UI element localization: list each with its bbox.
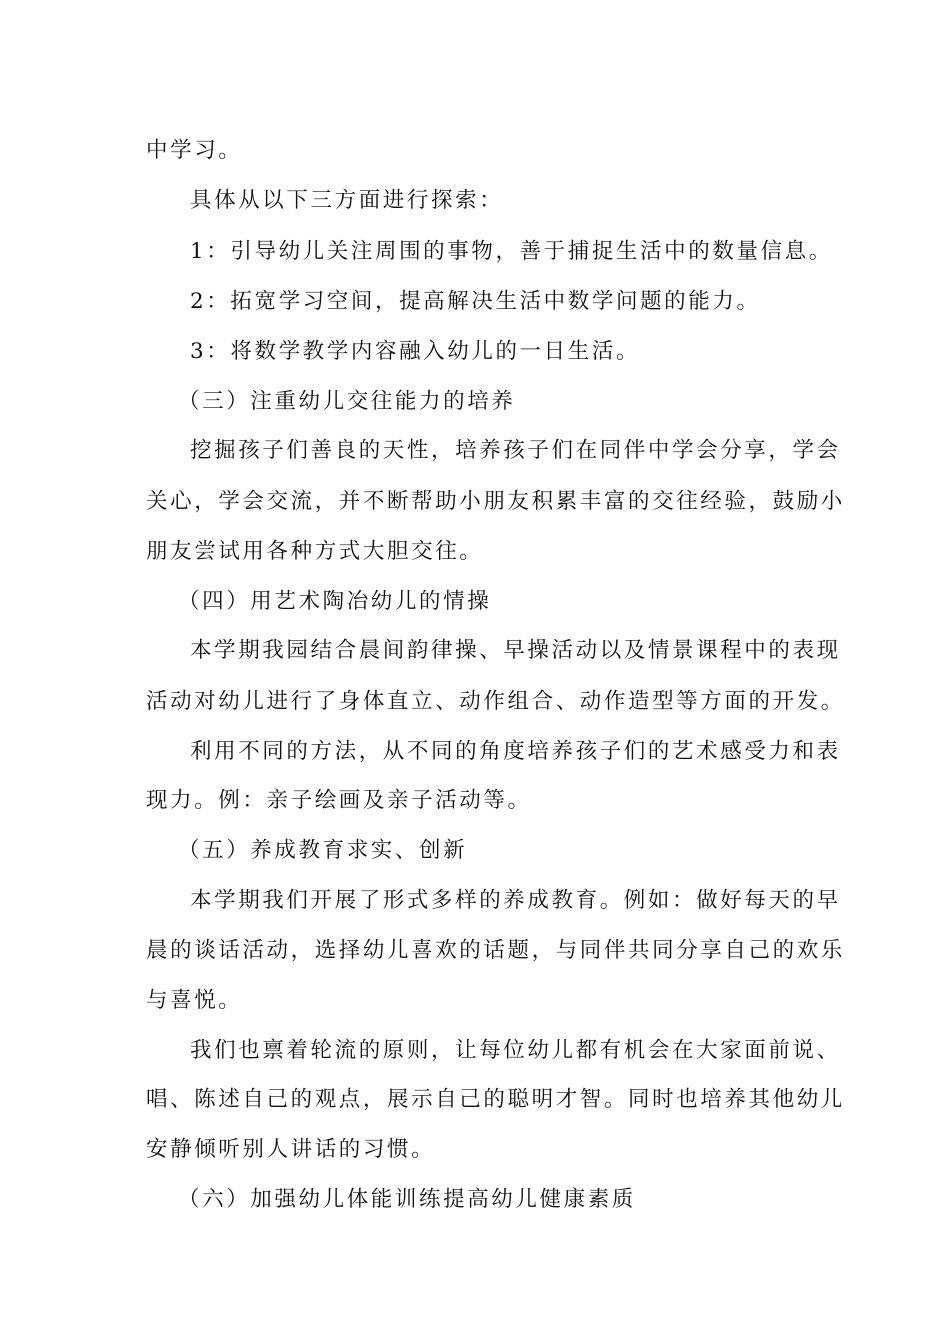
paragraph-line: 挖掘孩子们善良的天性，培养孩子们在同伴中学会分享，学会 [190, 438, 841, 463]
paragraph-intro: 具体从以下三方面进行探索： [190, 188, 504, 213]
paragraph-line: 关心，学会交流，并不断帮助小朋友积累丰富的交往经验，鼓励小 [146, 489, 845, 514]
paragraph-line: 本学期我们开展了形式多样的养成教育。例如：做好每天的早 [190, 888, 841, 913]
paragraph-line: 唱、陈述自己的观点，展示自己的聪明才智。同时也培养其他幼儿 [146, 1087, 845, 1112]
section-heading-4: （四）用艺术陶冶幼儿的情操 [178, 589, 492, 614]
list-item-2: 2：拓宽学习空间，提高解决生活中数学问题的能力。 [190, 289, 761, 314]
section-heading-5: （五）养成教育求实、创新 [178, 838, 468, 863]
paragraph-line: 本学期我园结合晨间韵律操、早操活动以及情景课程中的表现 [190, 638, 841, 663]
paragraph-continuation: 中学习。 [146, 138, 243, 163]
paragraph-line: 与喜悦。 [146, 988, 243, 1013]
paragraph-line: 朋友尝试用各种方式大胆交往。 [146, 539, 484, 564]
paragraph-line: 晨的谈话活动，选择幼儿喜欢的话题，与同伴共同分享自己的欢乐 [146, 938, 845, 963]
list-item-1: 1：引导幼儿关注周围的事物，善于捕捉生活中的数量信息。 [190, 239, 833, 264]
paragraph-line: 利用不同的方法，从不同的角度培养孩子们的艺术感受力和表 [190, 739, 841, 764]
list-item-3: 3：将数学教学内容融入幼儿的一日生活。 [190, 339, 641, 364]
paragraph-line: 安静倾听别人讲话的习惯。 [146, 1137, 436, 1162]
section-heading-3: （三）注重幼儿交往能力的培养 [178, 389, 516, 414]
section-heading-6: （六）加强幼儿体能训练提高幼儿健康素质 [178, 1187, 636, 1212]
paragraph-line: 我们也禀着轮流的原则，让每位幼儿都有机会在大家面前说、 [190, 1038, 841, 1063]
paragraph-line: 现力。例：亲子绘画及亲子活动等。 [146, 788, 532, 813]
paragraph-line: 活动对幼儿进行了身体直立、动作组合、动作造型等方面的开发。 [146, 689, 845, 714]
